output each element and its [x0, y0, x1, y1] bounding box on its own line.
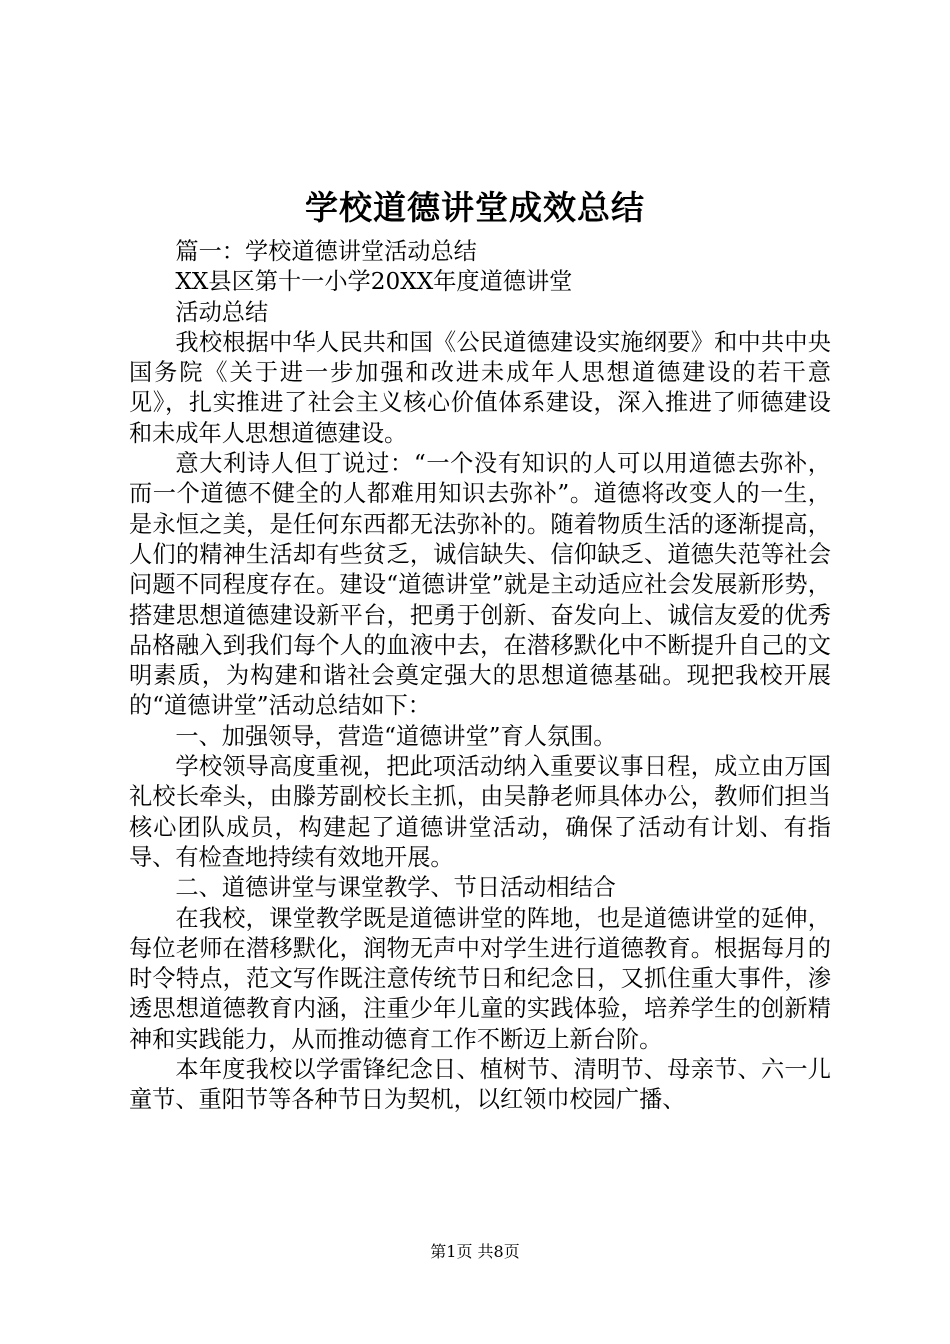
section-heading: 篇一：学校道德讲堂活动总结: [175, 238, 477, 265]
page-footer: 第1页 共8页: [430, 1242, 520, 1261]
body-paragraph: 意大利诗人但丁说过：“一个没有知识的人可以用道德去弥补，而一个道德不健全的人都难用知识去弥补”。道德将改变人的一生，是永恒之美，是任何东西都无法弥补的。随着物质生活的逐渐提高，人们的精神生活却有些贫乏，诚信缺失、信仰缺乏、道德失范等社会问题不同程度存在。建设“道德讲堂”就是主动适应社会发展新形势，搭建思想道德建设新平台，把勇于创新、奋发向上、诚信友爱的优秀品格融入到我们每个人的血液中去，在潜移默化中不断提升自己的文明素质，为构建和谐社会奠定强大的思想道德基础。现把我校开展的“道德讲堂”活动总结如下：: [129, 450, 831, 720]
report-heading-line-2: 活动总结: [175, 298, 269, 326]
document-title: 学校道德讲堂成效总结: [305, 188, 645, 227]
body-paragraph: 本年度我校以学雷锋纪念日、植树节、清明节、母亲节、六一儿童节、重阳节等各种节日为契机，以红领巾校园广播、: [129, 1056, 831, 1114]
body-paragraph: 在我校，课堂教学既是道德讲堂的阵地，也是道德讲堂的延伸，每位老师在潜移默化，润物无声中对学生进行道德教育。根据每月的时令特点，范文写作既注意传统节日和纪念日，又抓住重大事件，渗透思想道德教育内涵，注重少年儿童的实践体验，培养学生的创新精神和实践能力，从而推动德育工作不断迈上新台阶。: [129, 904, 831, 1053]
body-paragraph: 学校领导高度重视，把此项活动纳入重要议事日程，成立由万国礼校长牵头，由滕芳副校长主抓，由吴静老师具体办公，教师们担当核心团队成员，构建起了道德讲堂活动，确保了活动有计划、有指导、有检查地持续有效地开展。: [129, 753, 831, 871]
subsection-heading: 一、加强领导，营造“道德讲堂”育人氛围。: [175, 722, 617, 750]
subsection-heading: 二、道德讲堂与课堂教学、节日活动相结合: [175, 874, 616, 902]
body-paragraph: 我校根据中华人民共和国《公民道德建设实施纲要》和中共中央国务院《关于进一步加强和改进未成年人思想道德建设的若干意见》，扎实推进了社会主义核心价值体系建设，深入推进了师德建设和未成年人思想道德建设。: [129, 328, 831, 447]
report-heading-line-1: XX县区第十一小学20XX年度道德讲堂: [175, 268, 573, 296]
document-body: [129, 237, 831, 1116]
